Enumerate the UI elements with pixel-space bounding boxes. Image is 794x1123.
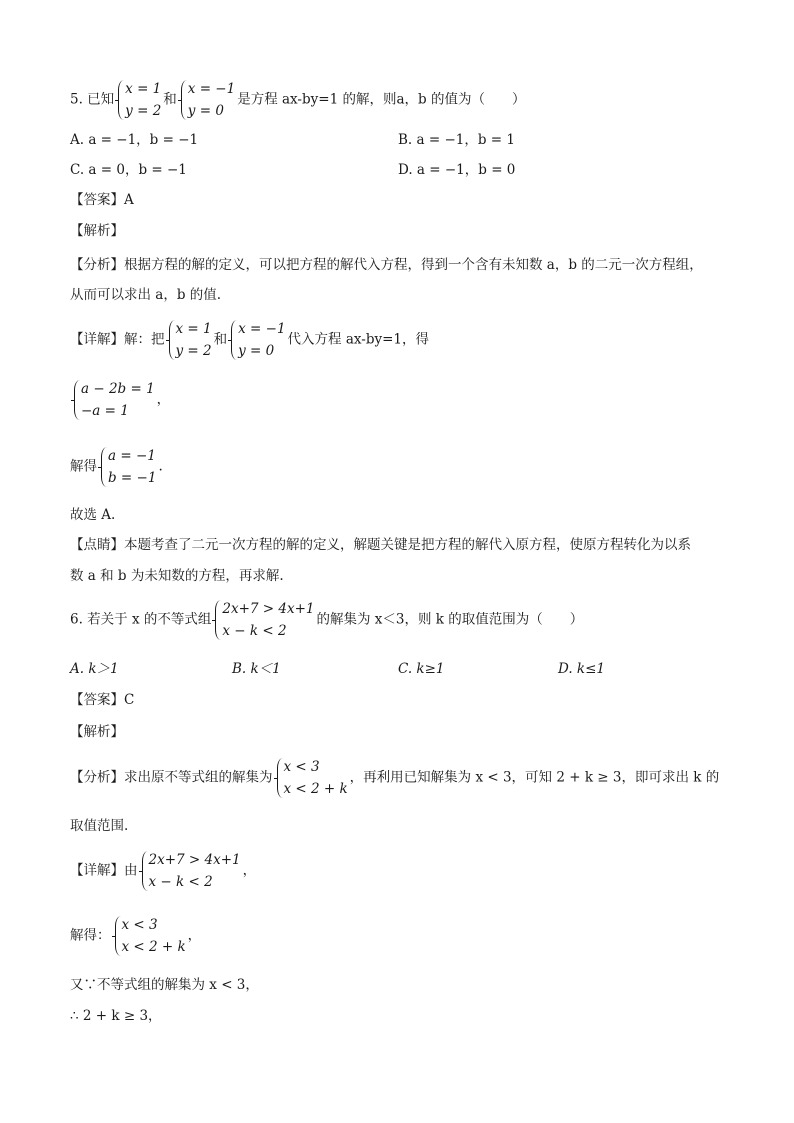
q6-because: 又∵不等式组的解集为 x < 3， — [70, 977, 259, 993]
detail-tag: 【详解】 — [70, 331, 124, 348]
q6-analysis — [70, 722, 124, 742]
q5-equation-system: a − 2b = 1 −a = 1 ， — [70, 378, 170, 422]
q5-option-c: C. a = 0，b = −1 — [70, 162, 187, 178]
q6-option-d: D. k≤1 — [558, 661, 606, 677]
q5-detail-system-2: x = −1 y = 0 — [229, 318, 285, 362]
q5-solve-system: a = −1 b = −1 — [99, 445, 156, 489]
q6-stem — [70, 598, 583, 642]
q6-system: 2x+7 > 4x+1 x − k < 2 — [213, 598, 314, 642]
fenxi-tag: 【分析】 — [70, 257, 124, 273]
q6-detail: 【详解】由 2x+7 > 4x+1 x − k < 2 ， — [70, 849, 256, 893]
q5-analysis — [70, 221, 124, 241]
q6-prefix: 6. 若关于 x 的不等式组 — [70, 611, 212, 628]
analysis-tag: 【解析】 — [70, 724, 124, 740]
q5-comment-1: 【点睛】本题考查了二元一次方程的解的定义，解题关键是把方程的解代入原方程，使原方程转化为以系 — [70, 537, 691, 553]
q5-system-2: x = −1 y = 0 — [179, 78, 235, 122]
q5-stem — [70, 78, 525, 122]
q5-option-a: A. a = −1，b = −1 — [70, 132, 199, 148]
q5-detail-system-1: x = 1 y = 2 — [167, 318, 212, 362]
analysis-tag: 【解析】 — [70, 223, 124, 239]
q5-prefix: 5. 已知 — [70, 91, 115, 108]
q6-solve: 解得： x < 3 x < 2 + k ， — [70, 914, 201, 958]
q5-and: 和 — [163, 91, 177, 108]
q5-solve: 解得 a = −1 b = −1 . — [70, 445, 163, 489]
q5-choose: 故选 A. — [70, 507, 116, 523]
q6-solve-system: x < 3 x < 2 + k — [113, 914, 186, 958]
q5-option-b: B. a = −1，b = 1 — [398, 132, 515, 148]
q6-answer: 【答案】C — [70, 692, 135, 708]
q5-fenxi-2: 从而可以求出 a，b 的值. — [70, 287, 222, 303]
q6-fenxi-1: 【分析】求出原不等式组的解集为 x < 3 x < 2 + k ，再利用已知解集为 x < 3，可知 2 + k ≥ 3，即可求出 k 的 — [70, 756, 719, 800]
q5-option-d: D. a = −1，b = 0 — [398, 162, 516, 178]
answer-tag: 【答案】 — [70, 692, 124, 708]
q5-suffix: 是方程 ax-by=1 的解，则a，b 的值为（ ） — [237, 91, 526, 108]
q5-detail: 【详解】解：把 x = 1 y = 2 和 x = −1 y = 0 代入方程 ax-by=1，得 — [70, 318, 429, 362]
answer-tag: 【答案】 — [70, 192, 124, 208]
comment-tag: 【点睛】 — [70, 537, 124, 553]
q5-comment-2: 数 a 和 b 为未知数的方程，再求解. — [70, 568, 284, 584]
q6-option-b: B. k＜1 — [232, 661, 281, 677]
q5-system-1: x = 1 y = 2 — [116, 78, 161, 122]
q6-fenxi-2: 取值范围. — [70, 818, 129, 834]
q6-option-c: C. k≥1 — [398, 661, 445, 677]
q5-eq-system: a − 2b = 1 −a = 1 — [72, 378, 155, 422]
q6-therefore: ∴ 2 + k ≥ 3， — [70, 1008, 162, 1024]
q6-option-a: A. k＞1 — [70, 661, 119, 677]
q5-answer: 【答案】A — [70, 192, 134, 208]
fenxi-tag: 【分析】 — [70, 769, 124, 786]
q5-fenxi-1: 【分析】根据方程的解的定义，可以把方程的解代入方程，得到一个含有未知数 a，b 的二元一次方程组， — [70, 257, 703, 273]
detail-tag: 【详解】 — [70, 862, 124, 879]
q6-detail-system: 2x+7 > 4x+1 x − k < 2 — [140, 849, 241, 893]
q6-suffix: 的解集为 x＜3，则 k 的取值范围为（ ） — [316, 611, 584, 628]
q6-fenxi-system: x < 3 x < 2 + k — [275, 756, 348, 800]
